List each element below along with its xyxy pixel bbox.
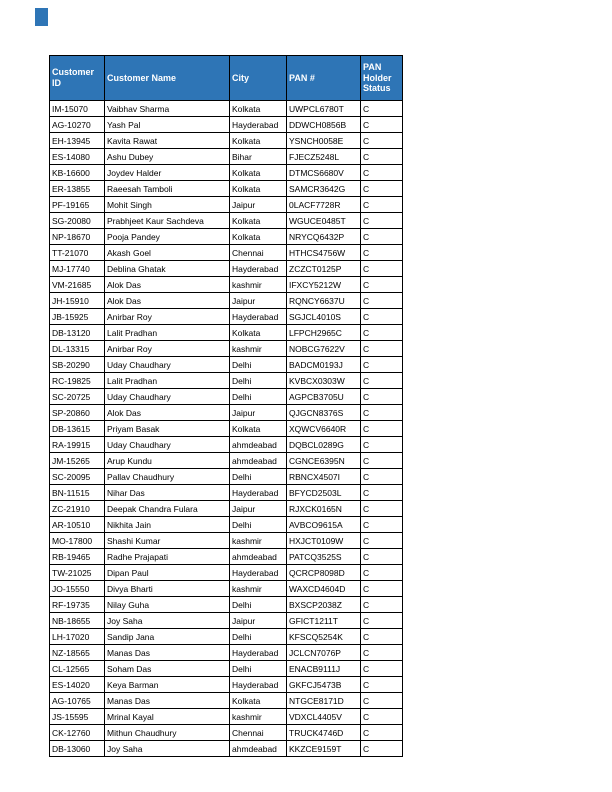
cell-pan-holder-status: C	[361, 517, 403, 533]
cell-pan-holder-status: C	[361, 197, 403, 213]
cell-pan-holder-status: C	[361, 341, 403, 357]
cell-customer-id: SB-20290	[50, 357, 105, 373]
cell-pan-holder-status: C	[361, 405, 403, 421]
cell-customer-name: Nihar Das	[105, 485, 230, 501]
cell-pan-holder-status: C	[361, 229, 403, 245]
table-row	[50, 421, 403, 437]
cell-city: Delhi	[230, 517, 287, 533]
cell-customer-name: Yash Pal	[105, 117, 230, 133]
cell-customer-id: TT-21070	[50, 245, 105, 261]
cell-pan-holder-status: C	[361, 245, 403, 261]
table-row	[50, 517, 403, 533]
cell-pan-number: NOBCG7622V	[287, 341, 361, 357]
cell-pan-number: DQBCL0289G	[287, 437, 361, 453]
table-row	[50, 501, 403, 517]
cell-customer-name: Alok Das	[105, 405, 230, 421]
table-row	[50, 405, 403, 421]
cell-pan-holder-status: C	[361, 469, 403, 485]
cell-city: Jaipur	[230, 501, 287, 517]
cell-city: Hayderabad	[230, 645, 287, 661]
cell-city: Delhi	[230, 629, 287, 645]
column-header-customer-name: Customer Name	[105, 56, 230, 101]
table-row	[50, 373, 403, 389]
cell-customer-name: Sandip Jana	[105, 629, 230, 645]
cell-pan-number: JCLCN7076P	[287, 645, 361, 661]
table-row	[50, 453, 403, 469]
cell-customer-name: Anirbar Roy	[105, 341, 230, 357]
table-row	[50, 709, 403, 725]
cell-customer-id: ZC-21910	[50, 501, 105, 517]
cell-pan-number: KKZCE9159T	[287, 741, 361, 757]
cell-pan-number: FJECZ5248L	[287, 149, 361, 165]
cell-city: Jaipur	[230, 293, 287, 309]
cell-customer-name: Shashi Kumar	[105, 533, 230, 549]
cell-pan-holder-status: C	[361, 325, 403, 341]
cell-pan-number: ZCZCT0125P	[287, 261, 361, 277]
cell-customer-name: Nikhita Jain	[105, 517, 230, 533]
table-row	[50, 325, 403, 341]
cell-customer-id: AR-10510	[50, 517, 105, 533]
table-row	[50, 549, 403, 565]
table-row	[50, 677, 403, 693]
cell-pan-number: VDXCL4405V	[287, 709, 361, 725]
cell-pan-holder-status: C	[361, 549, 403, 565]
blue-marker	[35, 8, 48, 26]
table-row	[50, 181, 403, 197]
cell-pan-holder-status: C	[361, 437, 403, 453]
table-row	[50, 389, 403, 405]
cell-pan-number: DTMCS6680V	[287, 165, 361, 181]
cell-customer-id: SC-20095	[50, 469, 105, 485]
cell-city: kashmir	[230, 341, 287, 357]
table-row	[50, 565, 403, 581]
cell-customer-name: Divya Bharti	[105, 581, 230, 597]
cell-customer-id: MJ-17740	[50, 261, 105, 277]
cell-city: Hayderabad	[230, 309, 287, 325]
cell-pan-number: QCRCP8098D	[287, 565, 361, 581]
cell-customer-name: Raeesah Tamboli	[105, 181, 230, 197]
cell-customer-id: TW-21025	[50, 565, 105, 581]
cell-city: Hayderabad	[230, 677, 287, 693]
cell-city: Kolkata	[230, 693, 287, 709]
cell-customer-id: ER-13855	[50, 181, 105, 197]
cell-city: Delhi	[230, 373, 287, 389]
header-row	[50, 56, 403, 101]
cell-pan-holder-status: C	[361, 741, 403, 757]
table-row	[50, 613, 403, 629]
cell-pan-number: SGJCL4010S	[287, 309, 361, 325]
table-row	[50, 469, 403, 485]
cell-city: Delhi	[230, 389, 287, 405]
cell-customer-id: ES-14020	[50, 677, 105, 693]
cell-pan-number: RQNCY6637U	[287, 293, 361, 309]
cell-customer-name: Pooja Pandey	[105, 229, 230, 245]
cell-pan-holder-status: C	[361, 389, 403, 405]
cell-city: Kolkata	[230, 325, 287, 341]
cell-city: kashmir	[230, 581, 287, 597]
cell-customer-name: Dipan Paul	[105, 565, 230, 581]
cell-pan-holder-status: C	[361, 629, 403, 645]
cell-customer-id: KB-16600	[50, 165, 105, 181]
cell-customer-id: AG-10765	[50, 693, 105, 709]
cell-pan-holder-status: C	[361, 485, 403, 501]
cell-city: ahmdeabad	[230, 437, 287, 453]
table-row	[50, 101, 403, 117]
cell-customer-id: JO-15550	[50, 581, 105, 597]
cell-pan-holder-status: C	[361, 309, 403, 325]
cell-customer-name: Mrinal Kayal	[105, 709, 230, 725]
cell-pan-number: RJXCK0165N	[287, 501, 361, 517]
customer-pan-table	[49, 55, 403, 757]
cell-customer-name: Arup Kundu	[105, 453, 230, 469]
cell-city: Delhi	[230, 661, 287, 677]
cell-customer-id: RC-19825	[50, 373, 105, 389]
cell-customer-id: MO-17800	[50, 533, 105, 549]
cell-pan-number: HTHCS4756W	[287, 245, 361, 261]
cell-customer-id: DB-13120	[50, 325, 105, 341]
cell-customer-id: EH-13945	[50, 133, 105, 149]
cell-pan-number: KVBCX0303W	[287, 373, 361, 389]
cell-city: kashmir	[230, 533, 287, 549]
cell-city: Hayderabad	[230, 261, 287, 277]
cell-customer-name: Mohit Singh	[105, 197, 230, 213]
table-row	[50, 245, 403, 261]
cell-customer-name: Prabhjeet Kaur Sachdeva	[105, 213, 230, 229]
cell-pan-number: BADCM0193J	[287, 357, 361, 373]
cell-city: Kolkata	[230, 101, 287, 117]
cell-customer-id: NP-18670	[50, 229, 105, 245]
cell-customer-name: Alok Das	[105, 293, 230, 309]
cell-pan-number: GFICT1211T	[287, 613, 361, 629]
cell-pan-number: SAMCR3642G	[287, 181, 361, 197]
table-row	[50, 309, 403, 325]
table-row	[50, 149, 403, 165]
cell-customer-id: DB-13060	[50, 741, 105, 757]
cell-pan-number: RBNCX4507I	[287, 469, 361, 485]
cell-city: Chennai	[230, 725, 287, 741]
cell-pan-number: BXSCP2038Z	[287, 597, 361, 613]
cell-pan-number: HXJCT0109W	[287, 533, 361, 549]
table-row	[50, 581, 403, 597]
cell-customer-name: Joy Saha	[105, 741, 230, 757]
cell-customer-name: Vaibhav Sharma	[105, 101, 230, 117]
cell-pan-holder-status: C	[361, 677, 403, 693]
cell-pan-number: NTGCE8171D	[287, 693, 361, 709]
cell-pan-holder-status: C	[361, 357, 403, 373]
cell-pan-holder-status: C	[361, 421, 403, 437]
cell-pan-holder-status: C	[361, 453, 403, 469]
cell-customer-name: Uday Chaudhary	[105, 437, 230, 453]
table-row	[50, 133, 403, 149]
cell-customer-name: Deblina Ghatak	[105, 261, 230, 277]
cell-customer-name: Anirbar Roy	[105, 309, 230, 325]
table-row	[50, 261, 403, 277]
table-row	[50, 165, 403, 181]
cell-customer-id: SC-20725	[50, 389, 105, 405]
cell-pan-number: WGUCE0485T	[287, 213, 361, 229]
cell-pan-holder-status: C	[361, 149, 403, 165]
cell-pan-number: PATCQ3525S	[287, 549, 361, 565]
table-row	[50, 725, 403, 741]
cell-pan-holder-status: C	[361, 581, 403, 597]
cell-customer-id: CL-12565	[50, 661, 105, 677]
cell-customer-id: RB-19465	[50, 549, 105, 565]
cell-customer-id: NZ-18565	[50, 645, 105, 661]
table-row	[50, 117, 403, 133]
table-row	[50, 341, 403, 357]
cell-city: Kolkata	[230, 213, 287, 229]
cell-pan-holder-status: C	[361, 533, 403, 549]
table-row	[50, 533, 403, 549]
cell-pan-number: 0LACF7728R	[287, 197, 361, 213]
cell-pan-number: UWPCL6780T	[287, 101, 361, 117]
cell-customer-name: Keya Barman	[105, 677, 230, 693]
cell-city: Kolkata	[230, 133, 287, 149]
table-body	[50, 101, 403, 757]
cell-city: Kolkata	[230, 229, 287, 245]
cell-pan-number: TRUCK4746D	[287, 725, 361, 741]
cell-city: ahmdeabad	[230, 549, 287, 565]
cell-city: Delhi	[230, 357, 287, 373]
cell-city: kashmir	[230, 277, 287, 293]
table-row	[50, 693, 403, 709]
cell-pan-holder-status: C	[361, 725, 403, 741]
cell-customer-id: ES-14080	[50, 149, 105, 165]
table-row	[50, 277, 403, 293]
cell-city: Delhi	[230, 469, 287, 485]
cell-customer-name: Pallav Chaudhury	[105, 469, 230, 485]
cell-customer-name: Uday Chaudhary	[105, 389, 230, 405]
cell-customer-name: Joydev Halder	[105, 165, 230, 181]
cell-pan-holder-status: C	[361, 661, 403, 677]
cell-city: Jaipur	[230, 613, 287, 629]
cell-city: Hayderabad	[230, 485, 287, 501]
cell-customer-id: NB-18655	[50, 613, 105, 629]
cell-customer-id: IM-15070	[50, 101, 105, 117]
cell-customer-id: DB-13615	[50, 421, 105, 437]
column-header-city: City	[230, 56, 287, 101]
cell-customer-id: LH-17020	[50, 629, 105, 645]
cell-customer-name: Lalit Pradhan	[105, 325, 230, 341]
cell-customer-id: RF-19735	[50, 597, 105, 613]
cell-city: Bihar	[230, 149, 287, 165]
cell-customer-name: Manas Das	[105, 693, 230, 709]
cell-pan-holder-status: C	[361, 373, 403, 389]
cell-city: ahmdeabad	[230, 453, 287, 469]
table-row	[50, 597, 403, 613]
cell-pan-number: AGPCB3705U	[287, 389, 361, 405]
cell-pan-number: QJGCN8376S	[287, 405, 361, 421]
table-row	[50, 293, 403, 309]
cell-customer-name: Mithun Chaudhury	[105, 725, 230, 741]
cell-customer-name: Kavita Rawat	[105, 133, 230, 149]
cell-customer-id: JH-15910	[50, 293, 105, 309]
cell-pan-holder-status: C	[361, 133, 403, 149]
cell-pan-holder-status: C	[361, 213, 403, 229]
cell-customer-name: Priyam Basak	[105, 421, 230, 437]
cell-pan-holder-status: C	[361, 117, 403, 133]
cell-pan-holder-status: C	[361, 709, 403, 725]
cell-city: ahmdeabad	[230, 741, 287, 757]
cell-pan-number: KFSCQ5254K	[287, 629, 361, 645]
cell-pan-number: YSNCH0058E	[287, 133, 361, 149]
cell-pan-number: LFPCH2965C	[287, 325, 361, 341]
cell-pan-holder-status: C	[361, 293, 403, 309]
cell-pan-holder-status: C	[361, 645, 403, 661]
cell-customer-id: BN-11515	[50, 485, 105, 501]
cell-pan-holder-status: C	[361, 181, 403, 197]
table-row	[50, 197, 403, 213]
column-header-pan-number: PAN #	[287, 56, 361, 101]
cell-pan-number: GKFCJ5473B	[287, 677, 361, 693]
cell-pan-number: AVBCO9615A	[287, 517, 361, 533]
cell-customer-id: VM-21685	[50, 277, 105, 293]
cell-city: Kolkata	[230, 421, 287, 437]
cell-customer-id: SP-20860	[50, 405, 105, 421]
cell-city: Chennai	[230, 245, 287, 261]
cell-pan-number: XQWCV6640R	[287, 421, 361, 437]
cell-customer-name: Deepak Chandra Fulara	[105, 501, 230, 517]
cell-city: kashmir	[230, 709, 287, 725]
table-row	[50, 741, 403, 757]
cell-city: Jaipur	[230, 405, 287, 421]
cell-pan-holder-status: C	[361, 165, 403, 181]
cell-customer-id: JB-15925	[50, 309, 105, 325]
table-row	[50, 645, 403, 661]
cell-customer-id: RA-19915	[50, 437, 105, 453]
cell-customer-name: Uday Chaudhary	[105, 357, 230, 373]
cell-customer-name: Radhe Prajapati	[105, 549, 230, 565]
column-header-customer-id: Customer ID	[50, 56, 105, 101]
cell-customer-name: Lalit Pradhan	[105, 373, 230, 389]
cell-customer-name: Soham Das	[105, 661, 230, 677]
cell-customer-id: PF-19165	[50, 197, 105, 213]
cell-customer-name: Manas Das	[105, 645, 230, 661]
column-header-pan-holder-status: PAN Holder Status	[361, 56, 403, 101]
cell-city: Kolkata	[230, 181, 287, 197]
cell-customer-name: Akash Goel	[105, 245, 230, 261]
table-row	[50, 629, 403, 645]
cell-pan-number: IFXCY5212W	[287, 277, 361, 293]
cell-pan-holder-status: C	[361, 565, 403, 581]
cell-city: Hayderabad	[230, 117, 287, 133]
cell-customer-id: SG-20080	[50, 213, 105, 229]
cell-pan-holder-status: C	[361, 501, 403, 517]
cell-customer-name: Alok Das	[105, 277, 230, 293]
cell-city: Jaipur	[230, 197, 287, 213]
cell-customer-id: CK-12760	[50, 725, 105, 741]
table-row	[50, 661, 403, 677]
table-row	[50, 229, 403, 245]
cell-customer-id: AG-10270	[50, 117, 105, 133]
cell-pan-number: ENACB9111J	[287, 661, 361, 677]
cell-customer-id: JM-15265	[50, 453, 105, 469]
cell-pan-holder-status: C	[361, 261, 403, 277]
table-row	[50, 437, 403, 453]
cell-pan-holder-status: C	[361, 101, 403, 117]
cell-pan-number: DDWCH0856B	[287, 117, 361, 133]
cell-customer-id: JS-15595	[50, 709, 105, 725]
cell-pan-number: CGNCE6395N	[287, 453, 361, 469]
cell-city: Delhi	[230, 597, 287, 613]
cell-pan-holder-status: C	[361, 693, 403, 709]
cell-pan-holder-status: C	[361, 597, 403, 613]
table-row	[50, 485, 403, 501]
cell-pan-number: BFYCD2503L	[287, 485, 361, 501]
cell-customer-name: Nilay Guha	[105, 597, 230, 613]
cell-city: Kolkata	[230, 165, 287, 181]
cell-pan-number: WAXCD4604D	[287, 581, 361, 597]
table-row	[50, 357, 403, 373]
cell-pan-holder-status: C	[361, 277, 403, 293]
table-row	[50, 213, 403, 229]
cell-customer-id: DL-13315	[50, 341, 105, 357]
cell-customer-name: Ashu Dubey	[105, 149, 230, 165]
cell-customer-name: Joy Saha	[105, 613, 230, 629]
cell-pan-holder-status: C	[361, 613, 403, 629]
cell-pan-number: NRYCQ6432P	[287, 229, 361, 245]
cell-city: Hayderabad	[230, 565, 287, 581]
